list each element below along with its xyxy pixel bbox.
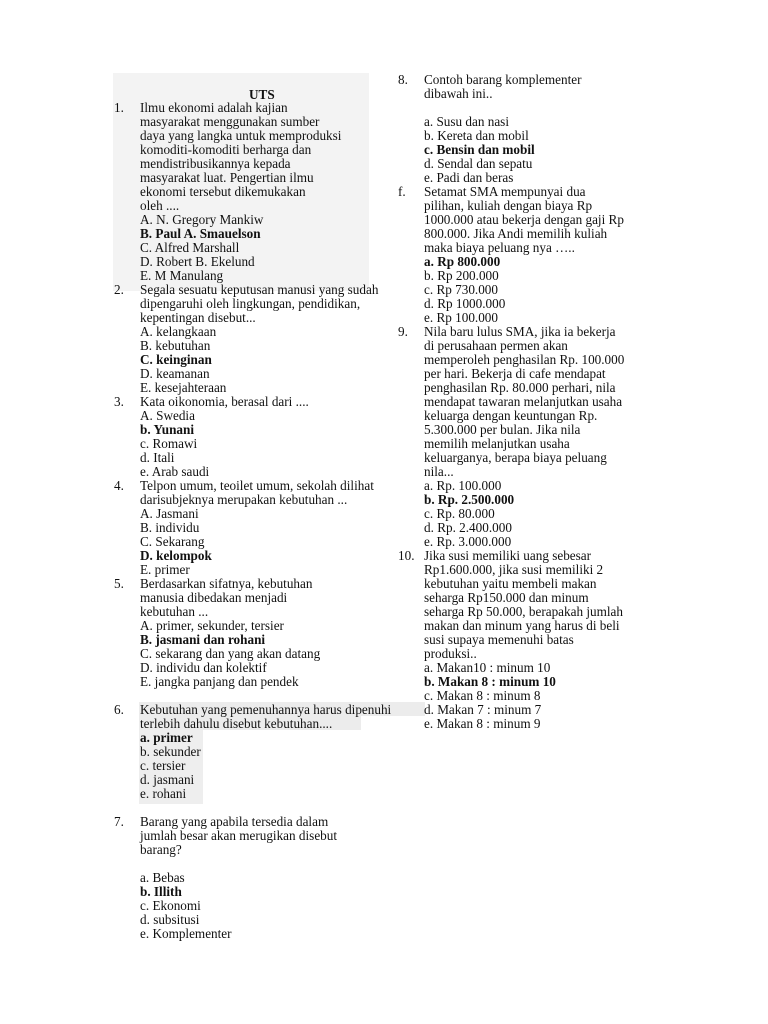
answer-option: c. Bensin dan mobil	[424, 142, 535, 157]
answer-option: B. Paul A. Smauelson	[140, 226, 261, 241]
answer-option: e. Rp. 3.000.000	[424, 534, 512, 549]
question-text-line: masyarakat luat. Pengertian ilmu	[140, 170, 314, 185]
question-number: 1.	[114, 100, 124, 115]
answer-option: c. Ekonomi	[140, 898, 201, 913]
question-text-line: penghasilan Rp. 80.000 perhari, nila	[424, 380, 616, 395]
question-number: 8.	[398, 72, 408, 87]
question-text-line: darisubjeknya merupakan kebutuhan ...	[140, 492, 348, 507]
answer-option: C. sekarang dan yang akan datang	[140, 646, 321, 661]
answer-option: e. Makan 8 : minum 9	[424, 716, 541, 731]
answer-option: b. sekunder	[140, 744, 201, 759]
question-text-line: per hari. Bekerja di cafe mendapat	[424, 366, 606, 381]
answer-option: a. Rp 800.000	[424, 254, 501, 269]
question-text-line: makan dan minum yang harus di beli	[424, 618, 620, 633]
answer-option: b. Rp 200.000	[424, 268, 499, 283]
question-text-line: mendistribusikannya kepada	[140, 156, 291, 171]
answer-option: A. N. Gregory Mankiw	[140, 212, 264, 227]
question-number: 10.	[398, 548, 415, 563]
question-text-line: dipengaruhi oleh lingkungan, pendidikan,	[140, 296, 361, 311]
answer-option: D. kelompok	[140, 548, 212, 563]
question-text-line: ekonomi tersebut dikemukakan	[140, 184, 306, 199]
answer-option: A. Swedia	[140, 408, 195, 423]
answer-option: e. Padi dan beras	[424, 170, 514, 185]
question-text-line: Contoh barang komplementer	[424, 72, 582, 87]
answer-option: A. primer, sekunder, tersier	[140, 618, 284, 633]
question-text-line: kepentingan disebut...	[140, 310, 256, 325]
question-number: 3.	[114, 394, 124, 409]
answer-option: d. Rp. 2.400.000	[424, 520, 512, 535]
answer-option: c. tersier	[140, 758, 186, 773]
question-number: f.	[398, 184, 406, 199]
question-number: 5.	[114, 576, 124, 591]
answer-option: C. Sekarang	[140, 534, 205, 549]
answer-option: e. Rp 100.000	[424, 310, 498, 325]
question-text-line: Barang yang apabila tersedia dalam	[140, 814, 329, 829]
answer-option: d. subsitusi	[140, 912, 200, 927]
answer-option: b. Illith	[140, 884, 182, 899]
answer-option: a. Makan10 : minum 10	[424, 660, 551, 675]
answer-option: e. Arab saudi	[140, 464, 210, 479]
question-text-line: seharga Rp 50.000, berapakah jumlah	[424, 604, 623, 619]
answer-option: d. jasmani	[140, 772, 195, 787]
question-text-line: dibawah ini..	[424, 86, 493, 101]
answer-option: b. Yunani	[140, 422, 195, 437]
answer-option: c. Makan 8 : minum 8	[424, 688, 541, 703]
question-number: 6.	[114, 702, 124, 717]
answer-option: B. individu	[140, 520, 200, 535]
answer-option: e. Komplementer	[140, 926, 232, 941]
question-text-line: Setamat SMA mempunyai dua	[424, 184, 586, 199]
question-text-line: komoditi-komoditi berharga dan	[140, 142, 312, 157]
question-text-line: di perusahaan permen akan	[424, 338, 568, 353]
answer-option: D. keamanan	[140, 366, 210, 381]
answer-option: A. Jasmani	[140, 506, 199, 521]
answer-option: c. Romawi	[140, 436, 198, 451]
question-text-line: seharga Rp150.000 dan minum	[424, 590, 589, 605]
answer-option: A. kelangkaan	[140, 324, 217, 339]
question-number: 7.	[114, 814, 124, 829]
question-text-line: susi supaya memenuhi batas	[424, 632, 574, 647]
question-number: 2.	[114, 282, 124, 297]
answer-option: C. Alfred Marshall	[140, 240, 240, 255]
question-text-line: daya yang langka untuk memproduksi	[140, 128, 342, 143]
question-text-line: kebutuhan yaitu membeli makan	[424, 576, 597, 591]
answer-option: C. keinginan	[140, 352, 212, 367]
answer-option: E. primer	[140, 562, 190, 577]
answer-option: e. rohani	[140, 786, 187, 801]
question-number: 4.	[114, 478, 124, 493]
question-text-line: memperoleh penghasilan Rp. 100.000	[424, 352, 625, 367]
answer-option: E. M Manulang	[140, 268, 224, 283]
answer-option: c. Rp. 80.000	[424, 506, 495, 521]
answer-option: a. Susu dan nasi	[424, 114, 509, 129]
answer-option: b. Kereta dan mobil	[424, 128, 529, 143]
answer-option: b. Rp. 2.500.000	[424, 492, 515, 507]
question-text-line: kebutuhan ...	[140, 604, 209, 619]
question-text-line: mendapat tawaran melanjutkan usaha	[424, 394, 623, 409]
answer-option: d. Itali	[140, 450, 175, 465]
answer-option: B. jasmani dan rohani	[140, 632, 266, 647]
question-text-line: memilih melanjutkan usaha	[424, 436, 570, 451]
answer-option: a. primer	[140, 730, 193, 745]
question-text-line: Segala sesuatu keputusan manusi yang sudah	[140, 282, 379, 297]
page-title: UTS	[249, 87, 275, 102]
question-text-line: masyarakat menggunakan sumber	[140, 114, 320, 129]
question-text-line: Telpon umum, teoilet umum, sekolah dilihat	[140, 478, 374, 493]
answer-option: D. individu dan kolektif	[140, 660, 267, 675]
question-text-line: 1000.000 atau bekerja dengan gaji Rp	[424, 212, 624, 227]
question-text-line: Berdasarkan sifatnya, kebutuhan	[140, 576, 313, 591]
answer-option: d. Sendal dan sepatu	[424, 156, 533, 171]
answer-option: b. Makan 8 : minum 10	[424, 674, 556, 689]
question-text-line: Nila baru lulus SMA, jika ia bekerja	[424, 324, 616, 339]
question-text-line: Jika susi memiliki uang sebesar	[424, 548, 592, 563]
answer-option: E. kesejahteraan	[140, 380, 227, 395]
answer-option: D. Robert B. Ekelund	[140, 254, 255, 269]
question-text-line: Kebutuhan yang pemenuhannya harus dipenuhi	[140, 702, 392, 717]
answer-option: a. Rp. 100.000	[424, 478, 502, 493]
question-text-line: 5.300.000 per bulan. Jika nila	[424, 422, 581, 437]
question-text-line: nila...	[424, 464, 454, 479]
question-text-line: produksi..	[424, 646, 477, 661]
question-text-line: 800.000. Jika Andi memilih kuliah	[424, 226, 608, 241]
question-text-line: Rp1.600.000, jika susi memiliki 2	[424, 562, 604, 577]
answer-option: d. Rp 1000.000	[424, 296, 506, 311]
question-text-line: maka biaya peluang nya …..	[424, 240, 575, 255]
answer-option: c. Rp 730.000	[424, 282, 498, 297]
question-text-line: Ilmu ekonomi adalah kajian	[140, 100, 288, 115]
question-text-line: pilihan, kuliah dengan biaya Rp	[424, 198, 593, 213]
question-text-line: Kata oikonomia, berasal dari ....	[140, 394, 309, 409]
question-number: 9.	[398, 324, 408, 339]
answer-option: B. kebutuhan	[140, 338, 211, 353]
question-text-line: terlebih dahulu disebut kebutuhan....	[140, 716, 333, 731]
question-text-line: barang?	[140, 842, 182, 857]
question-text-line: jumlah besar akan merugikan disebut	[140, 828, 338, 843]
question-text-line: keluarganya, berapa biaya peluang	[424, 450, 607, 465]
answer-option: d. Makan 7 : minum 7	[424, 702, 542, 717]
answer-option: E. jangka panjang dan pendek	[140, 674, 299, 689]
question-text-line: oleh ....	[140, 198, 180, 213]
question-text-line: keluarga dengan keuntungan Rp.	[424, 408, 598, 423]
question-text-line: manusia dibedakan menjadi	[140, 590, 288, 605]
answer-option: a. Bebas	[140, 870, 185, 885]
